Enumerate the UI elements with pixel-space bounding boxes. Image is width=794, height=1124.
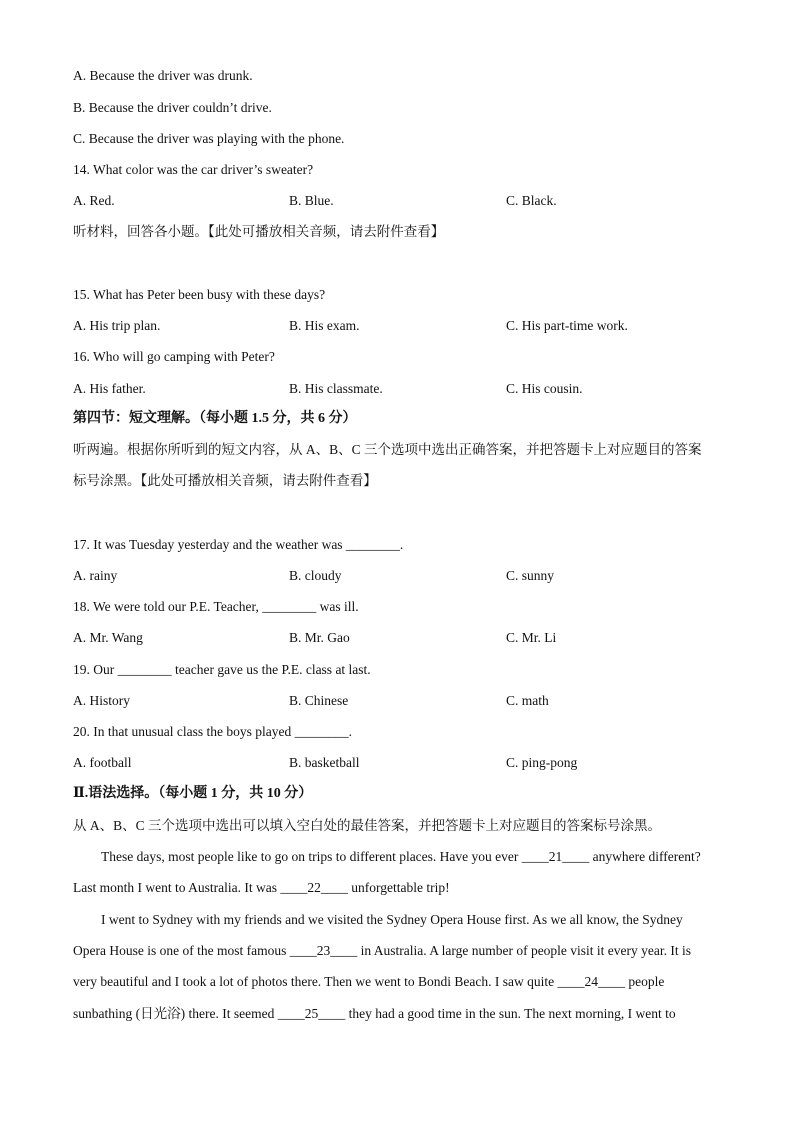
passage-line [73, 942, 691, 960]
q16-option-c: C. His cousin. [506, 381, 583, 396]
q14-option-c: C. Black. [506, 193, 557, 208]
q19-option-a: A. History [73, 693, 130, 708]
q16-option-b: B. His classmate. [289, 381, 383, 396]
passage-text: Last month I went to Australia. It was [73, 880, 281, 895]
passage-line [101, 848, 701, 866]
q16-option-a: A. His father. [73, 381, 146, 396]
passage-text: anywhere different? [589, 849, 701, 864]
passage-text: unforgettable trip! [347, 880, 450, 895]
passage-text: Opera House is one of the most famous [73, 943, 290, 958]
q17-option-a: A. rainy [73, 568, 118, 583]
passage-line [73, 879, 450, 897]
q17-option-b: B. cloudy [289, 568, 342, 583]
q18-option-a: A. Mr. Wang [73, 630, 143, 645]
q19-option-b: B. Chinese [289, 693, 349, 708]
q20-option-b: B. basketball [289, 755, 360, 770]
q17-question: 17. It was Tuesday yesterday and the weather was ________. [73, 537, 404, 552]
section4-heading: 第四节：短文理解。（每小题 1.5 分，共 6 分） [73, 411, 357, 426]
q20-question: 20. In that unusual class the boys played ________. [73, 724, 352, 739]
q20-option-a: A. football [73, 755, 132, 770]
q14-option-b: B. Blue. [289, 193, 334, 208]
q16-question: 16. Who will go camping with Peter? [73, 349, 275, 364]
passage-text: they had a good time in the sun. The next morning, I went to [345, 1006, 676, 1021]
passage-line [73, 973, 664, 991]
passage-text: very beautiful and I took a lot of photos there. Then we went to Bondi Beach. I saw quite [73, 974, 558, 989]
q18-option-c: C. Mr. Li [506, 630, 557, 645]
blank-23: ____23____ [289, 943, 358, 958]
section2-instruction: 从 A、B、C 三个选项中选出可以填入空白处的最佳答案，并把答题卡上对应题目的答案标号涂黑。 [73, 818, 662, 833]
q20-option-c: C. ping-pong [506, 755, 578, 770]
q18-question: 18. We were told our P.E. Teacher, ________ was ill. [73, 599, 359, 614]
q13-option-b: B. Because the driver couldn’t drive. [73, 100, 272, 115]
passage-text: These days, most people like to go on trips to different places. Have you ever [101, 849, 522, 864]
blank-22: ____22____ [280, 880, 348, 895]
q19-option-c: C. math [506, 693, 549, 708]
q13-option-c: C. Because the driver was playing with the phone. [73, 131, 345, 146]
passage-text: people [625, 974, 665, 989]
q15-question: 15. What has Peter been busy with these days? [73, 287, 326, 302]
q14-option-a: A. Red. [73, 193, 115, 208]
blank-21: ____21____ [521, 849, 590, 864]
passage-text: sunbathing (日光浴) there. It seemed [73, 1006, 278, 1021]
section2-heading: Ⅱ.语法选择。（每小题 1 分，共 10 分） [73, 786, 313, 801]
blank-24: ____24____ [557, 974, 626, 989]
blank-25: ____25____ [277, 1006, 346, 1021]
q14-question: 14. What color was the car driver’s sweater? [73, 162, 314, 177]
q15-option-c: C. His part-time work. [506, 318, 628, 333]
section4-instruction-line1: 听两遍。根据你所听到的短文内容，从 A、B、C 三个选项中选出正确答案，并把答题卡上对应题目的答案 [73, 442, 702, 457]
q15-option-b: B. His exam. [289, 318, 360, 333]
section4-instruction-line2: 标号涂黑。【此处可播放相关音频，请去附件查看】 [73, 473, 377, 488]
listen-note: 听材料，回答各小题。【此处可播放相关音频，请去附件查看】 [73, 224, 445, 239]
passage-text: I went to Sydney with my friends and we visited the Sydney Opera House first. As we all know, the Sydney [101, 912, 683, 927]
q13-option-a: A. Because the driver was drunk. [73, 68, 253, 83]
passage-line [73, 1005, 676, 1023]
passage-text: in Australia. A large number of people visit it every year. It is [357, 943, 692, 958]
passage-line [101, 911, 683, 929]
q17-option-c: C. sunny [506, 568, 555, 583]
q15-option-a: A. His trip plan. [73, 318, 161, 333]
q18-option-b: B. Mr. Gao [289, 630, 350, 645]
q19-question: 19. Our ________ teacher gave us the P.E. class at last. [73, 662, 371, 677]
